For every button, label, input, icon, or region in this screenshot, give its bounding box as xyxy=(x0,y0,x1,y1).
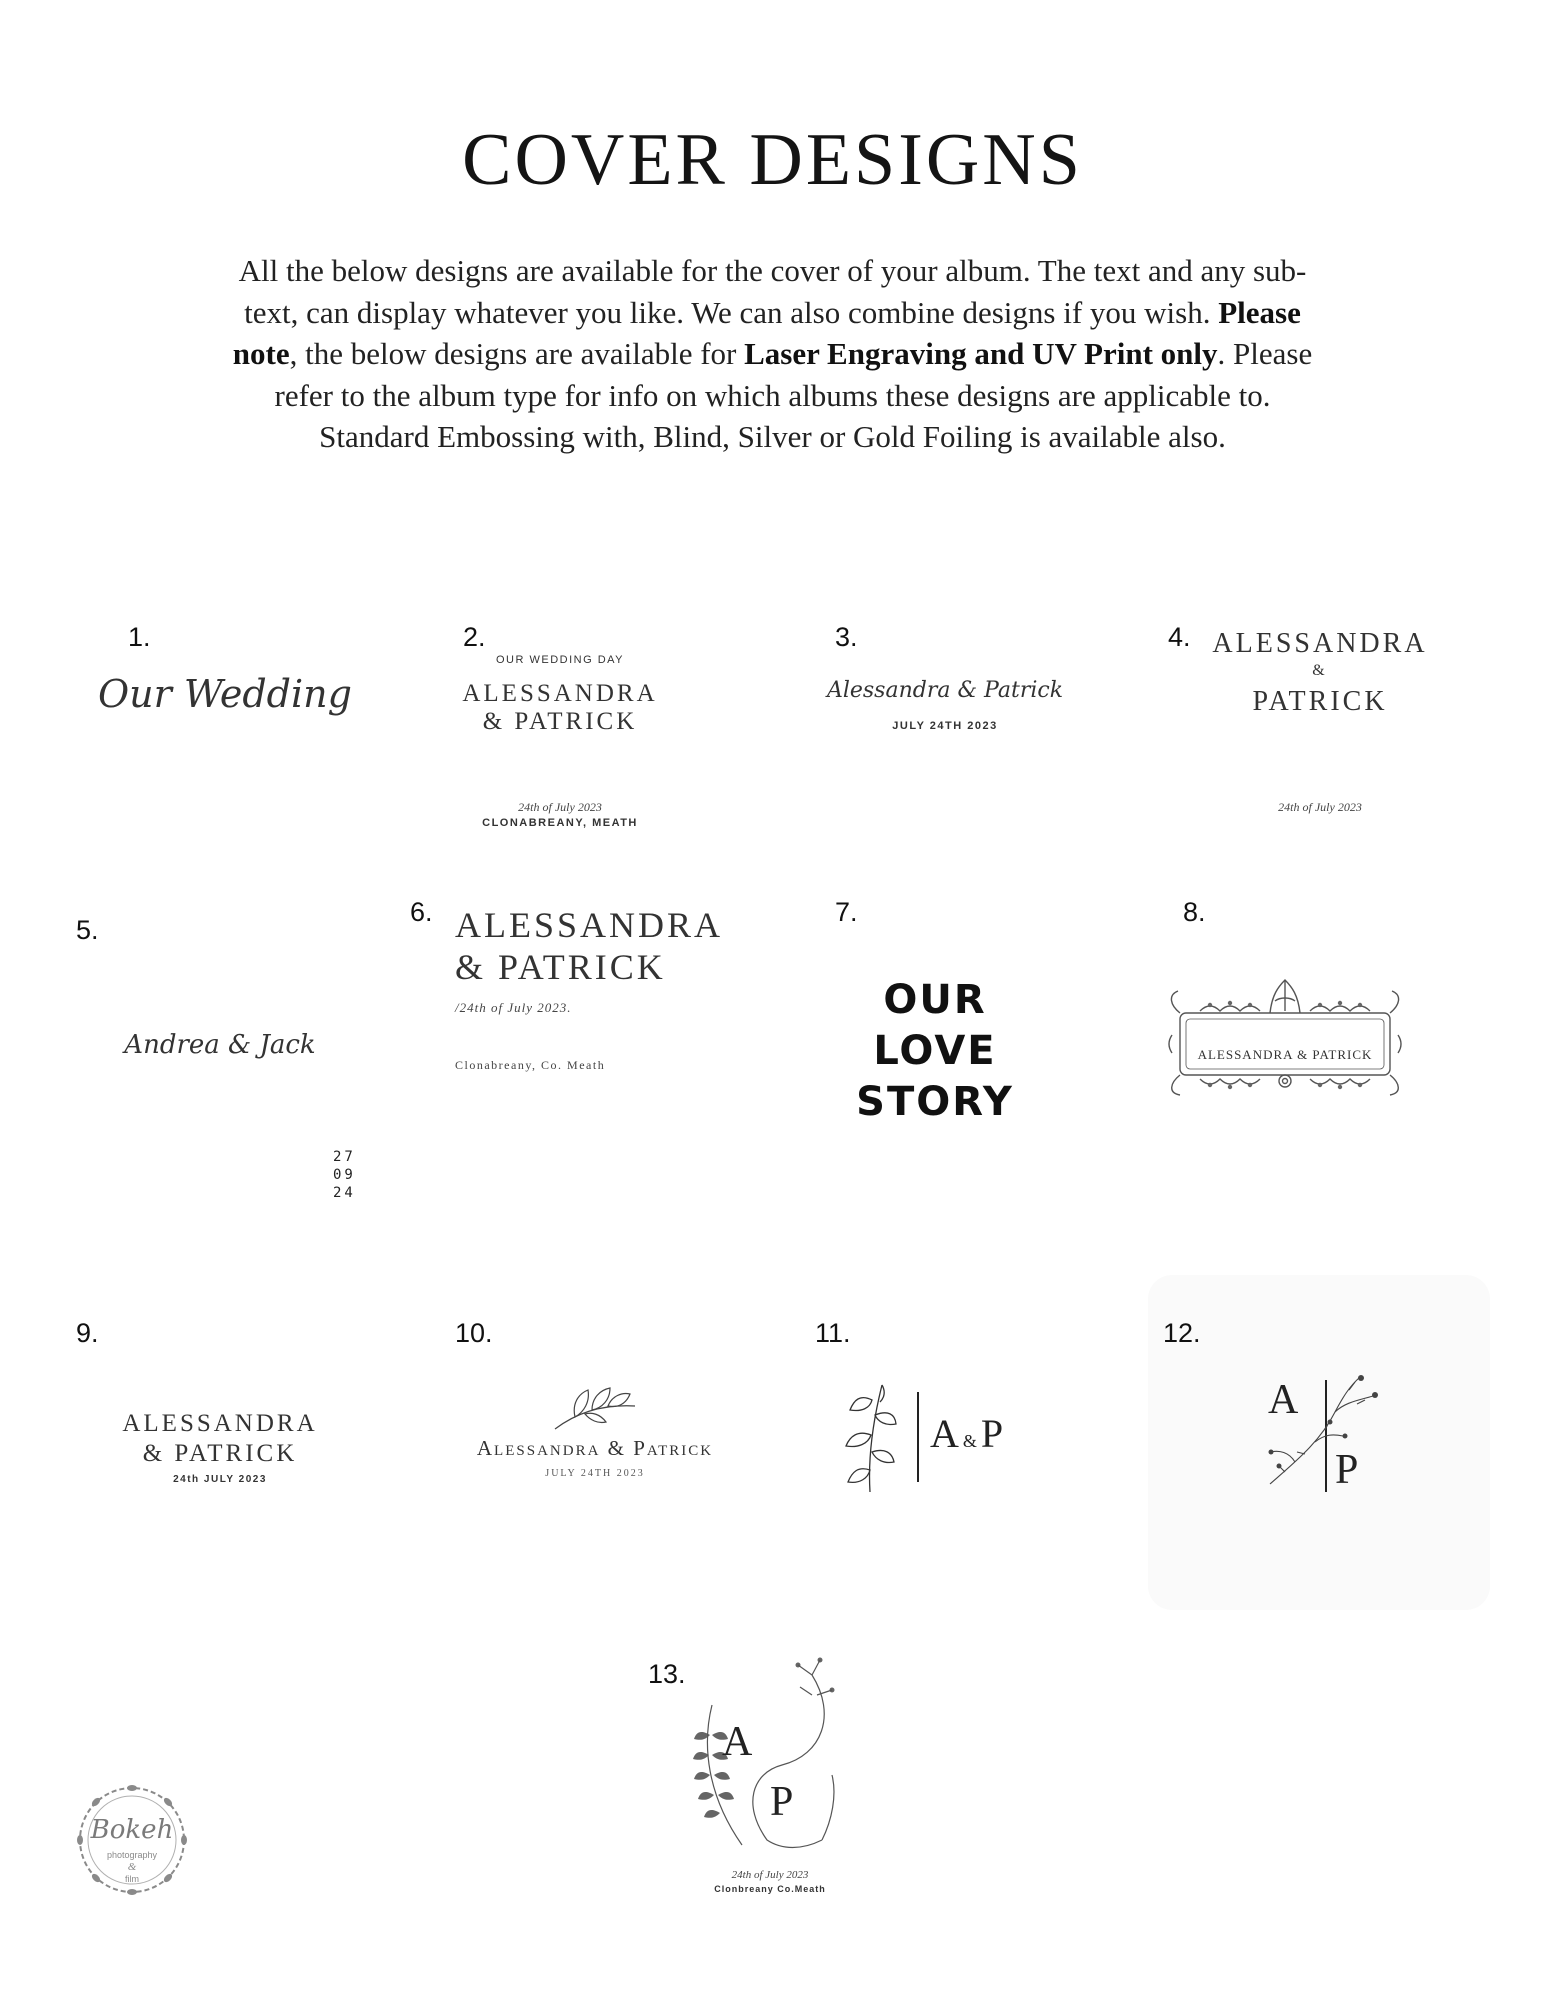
design-bold-stack xyxy=(835,975,1035,1128)
design-number: 4. xyxy=(1168,622,1191,652)
design-number: 5. xyxy=(76,915,99,945)
monogram-letter-p: P xyxy=(980,1411,1004,1456)
design-script-text: Our Wedding xyxy=(98,672,352,716)
design-name-line-2: & PATRICK xyxy=(482,708,638,735)
intro-sentence-3: . Please refer to the album type for info on which albums these designs are applicable to. xyxy=(274,336,1313,413)
design-number: 11. xyxy=(815,1318,851,1348)
design-place: CLONABREANY, MEATH xyxy=(482,817,638,829)
leaf-sprig-icon xyxy=(840,1380,900,1495)
logo-ampersand: & xyxy=(127,1861,137,1873)
design-date: 24th JULY 2023 xyxy=(173,1474,267,1485)
design-number: 10. xyxy=(455,1318,493,1348)
leaf-sprig-icon xyxy=(550,1384,640,1434)
monogram-letter-p: P xyxy=(770,1779,794,1825)
love-line-3: STORY xyxy=(856,1079,1014,1125)
intro-sentence-2: , the below designs are available for xyxy=(289,336,745,371)
monogram-letter-a: A xyxy=(722,1719,753,1765)
design-date: JULY 24TH 2023 xyxy=(545,1468,645,1479)
design-names: ALESSANDRA & PATRICK xyxy=(1197,1047,1373,1062)
date-day: 27 xyxy=(333,1149,356,1165)
intro-note-bold: Please note xyxy=(232,294,1301,371)
design-number: 6. xyxy=(410,897,433,927)
monogram-ampersand: & xyxy=(962,1431,977,1451)
love-line-1: OUR xyxy=(883,977,987,1023)
monogram-divider xyxy=(917,1392,919,1482)
intro-methods-bold: Laser Engraving and UV Print only xyxy=(744,336,1218,371)
design-number: 9. xyxy=(76,1318,99,1348)
design-monogram xyxy=(930,1410,1003,1457)
design-number: 12. xyxy=(1163,1318,1201,1348)
fern-icon xyxy=(672,1655,847,1855)
date-year: 24 xyxy=(333,1185,356,1201)
logo-subtitle: photography xyxy=(106,1850,158,1860)
design-name-line-2: & PATRICK xyxy=(142,1440,298,1467)
intro-embossing-note: Standard Embossing with, Blind, Silver or Gold Foiling is available also. xyxy=(319,419,1226,454)
design-name-line-2: PATRICK xyxy=(1252,686,1388,717)
design-number: 3. xyxy=(835,622,858,652)
design-date: 24th of July 2023 xyxy=(1278,800,1362,814)
date-month: 09 xyxy=(333,1167,356,1183)
page-title: COVER DESIGNS xyxy=(462,119,1083,201)
design-number: 8. xyxy=(1183,897,1206,927)
design-place: Clonbreany Co.Meath xyxy=(714,1884,826,1894)
design-name-line-1: ALESSANDRA xyxy=(122,1410,318,1437)
monogram-letter-p: P xyxy=(1335,1447,1359,1493)
design-name-line-1: ALESSANDRA xyxy=(1212,628,1428,659)
design-kicker: OUR WEDDING DAY xyxy=(495,654,625,666)
love-line-2: LOVE xyxy=(873,1028,997,1074)
design-number: 13. xyxy=(648,1659,686,1689)
leaf-sprig-icon xyxy=(1265,1372,1385,1490)
intro-sentence-1: All the below designs are available for the cover of your album. The text and any sub-text, can display whatever you like. We can also combine designs if you wish. xyxy=(238,253,1307,330)
design-date: 24th of July 2023 xyxy=(731,1869,809,1881)
intro-text xyxy=(230,250,1315,458)
monogram-letter-a: A xyxy=(1268,1377,1299,1423)
design-number: 7. xyxy=(835,897,858,927)
design-date: /24th of July 2023. xyxy=(455,1000,572,1015)
design-date: 24th of July 2023 xyxy=(518,800,602,814)
design-name-line-1: ALESSANDRA xyxy=(455,905,724,945)
design-name-line-2: & PATRICK xyxy=(455,947,666,987)
design-script-text: Andrea & Jack xyxy=(124,1030,316,1060)
design-place: Clonabreany, Co. Meath xyxy=(455,1058,606,1072)
design-number: 2. xyxy=(463,622,486,652)
design-ampersand: & xyxy=(1312,662,1328,679)
logo-subtitle-2: film xyxy=(125,1874,139,1884)
design-date-stack xyxy=(333,1148,356,1202)
design-script-text: Alessandra & Patrick xyxy=(826,678,1064,703)
logo-name: Bokeh xyxy=(90,1815,174,1845)
monogram-letter-a: A xyxy=(930,1411,959,1456)
design-names: Alessandra & Patrick xyxy=(476,1436,714,1460)
design-name-line-1: ALESSANDRA xyxy=(462,680,658,707)
design-number: 1. xyxy=(128,622,151,652)
ornate-frame-icon xyxy=(1160,975,1410,1100)
design-date: JULY 24TH 2023 xyxy=(892,720,998,732)
